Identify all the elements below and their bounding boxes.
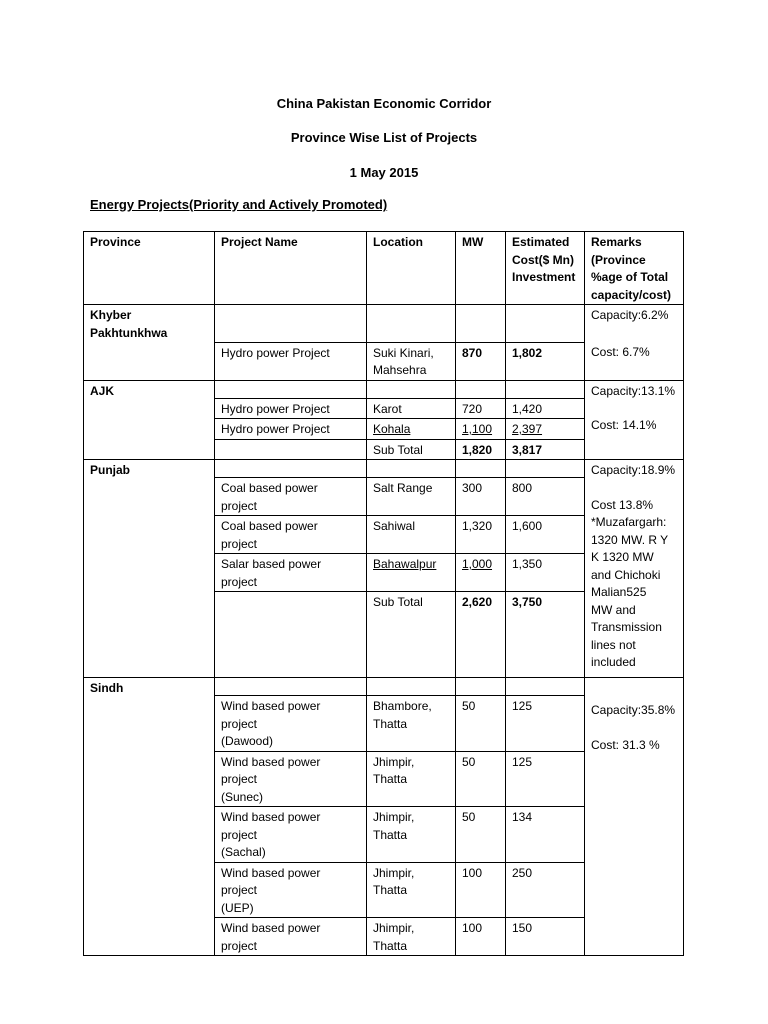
header-remarks: Remarks (Province %age of Total capacity/cost)	[585, 232, 684, 305]
document-date: 1 May 2015	[349, 165, 419, 180]
remarks-cell-ajk	[585, 380, 684, 460]
table-header-row	[84, 232, 684, 305]
province-cell-kp: Khyber Pakhtunkhwa	[84, 305, 215, 343]
table-row	[84, 460, 684, 478]
subtotal-mw: 1,820	[456, 439, 506, 460]
document-subtitle: Province Wise List of Projects	[290, 130, 478, 145]
project-name-cell: Hydro power Project	[215, 398, 367, 419]
project-name-cell: Hydro power Project	[215, 342, 367, 380]
subtotal-cost: 3,817	[506, 439, 585, 460]
province-cell-ajk: AJK	[84, 380, 215, 460]
project-name-cell: Hydro power Project	[215, 419, 367, 440]
location-cell: Jhimpir, Thatta	[367, 751, 456, 807]
project-name-cell: Wind based power project (Dawood)	[215, 696, 367, 752]
remarks-cell-sindh	[585, 678, 684, 956]
mw-cell: 50	[456, 807, 506, 863]
remark-cost-ajk: Cost: 14.1%	[591, 418, 657, 432]
location-cell: Kohala	[367, 419, 456, 440]
mw-cell: 50	[456, 696, 506, 752]
header-cost: Estimated Cost($ Mn) Investment	[506, 232, 585, 305]
cost-cell: 1,600	[506, 516, 585, 554]
remark-cost-kp: Cost: 6.7%	[585, 342, 684, 380]
cost-cell: 2,397	[506, 419, 585, 440]
subtotal-mw: 2,620	[456, 592, 506, 678]
cost-cell: 125	[506, 696, 585, 752]
province-cell-sindh: Sindh	[84, 678, 215, 956]
mw-cell: 100	[456, 918, 506, 956]
location-cell: Jhimpir, Thatta	[367, 807, 456, 863]
mw-cell: 1,000	[456, 554, 506, 592]
project-name-cell: Coal based power project	[215, 516, 367, 554]
header-location: Location	[367, 232, 456, 305]
cost-cell: 134	[506, 807, 585, 863]
cost-cell: 250	[506, 862, 585, 918]
project-name-cell: Wind based power project (Sunec)	[215, 751, 367, 807]
remark-capacity-kp: Capacity:6.2%	[585, 305, 684, 343]
remark-capacity-punjab: Capacity:18.9%	[591, 463, 676, 477]
subtotal-label: Sub Total	[367, 439, 456, 460]
section-heading: Energy Projects(Priority and Actively Promoted)	[90, 197, 388, 212]
mw-cell: 720	[456, 398, 506, 419]
mw-cell: 870	[456, 342, 506, 380]
mw-cell: 50	[456, 751, 506, 807]
table-row	[84, 342, 684, 380]
location-cell: Bhambore, Thatta	[367, 696, 456, 752]
province-cell-punjab: Punjab	[84, 460, 215, 678]
project-name-cell: Wind based power project	[215, 918, 367, 956]
cost-cell: 150	[506, 918, 585, 956]
subtotal-cost: 3,750	[506, 592, 585, 678]
header-project-name: Project Name	[215, 232, 367, 305]
cost-cell: 1,420	[506, 398, 585, 419]
mw-cell: 300	[456, 478, 506, 516]
document-title: China Pakistan Economic Corridor	[276, 96, 492, 111]
table-row	[84, 380, 684, 398]
table-row	[84, 305, 684, 343]
remark-cost-punjab: Cost 13.8% *Muzafargarh: 1320 MW. R Y K 1320 MW and Chichoki Malian525 MW and Transmission lines not included	[591, 497, 669, 669]
location-cell: Bahawalpur	[367, 554, 456, 592]
remark-capacity-sindh: Capacity:35.8%	[591, 703, 676, 717]
location-cell: Karot	[367, 398, 456, 419]
subtotal-label: Sub Total	[367, 592, 456, 678]
location-cell: Jhimpir, Thatta	[367, 918, 456, 956]
header-province: Province	[84, 232, 215, 305]
location-cell: Sahiwal	[367, 516, 456, 554]
mw-cell: 100	[456, 862, 506, 918]
project-name-cell: Wind based power project (Sachal)	[215, 807, 367, 863]
mw-cell: 1,320	[456, 516, 506, 554]
location-cell: Suki Kinari, Mahsehra	[367, 342, 456, 380]
header-mw: MW	[456, 232, 506, 305]
projects-table	[83, 231, 684, 956]
remark-cost-sindh: Cost: 31.3 %	[591, 737, 660, 752]
location-cell: Salt Range	[367, 478, 456, 516]
remark-capacity-ajk: Capacity:13.1%	[591, 383, 676, 398]
table-row	[84, 678, 684, 696]
cost-cell: 800	[506, 478, 585, 516]
project-name-cell: Coal based power project	[215, 478, 367, 516]
cost-cell: 1,350	[506, 554, 585, 592]
location-cell: Jhimpir, Thatta	[367, 862, 456, 918]
project-name-cell: Wind based power project (UEP)	[215, 862, 367, 918]
cost-cell: 125	[506, 751, 585, 807]
mw-cell: 1,100	[456, 419, 506, 440]
cost-cell: 1,802	[506, 342, 585, 380]
project-name-cell: Salar based power project	[215, 554, 367, 592]
remarks-cell-punjab	[585, 460, 684, 678]
